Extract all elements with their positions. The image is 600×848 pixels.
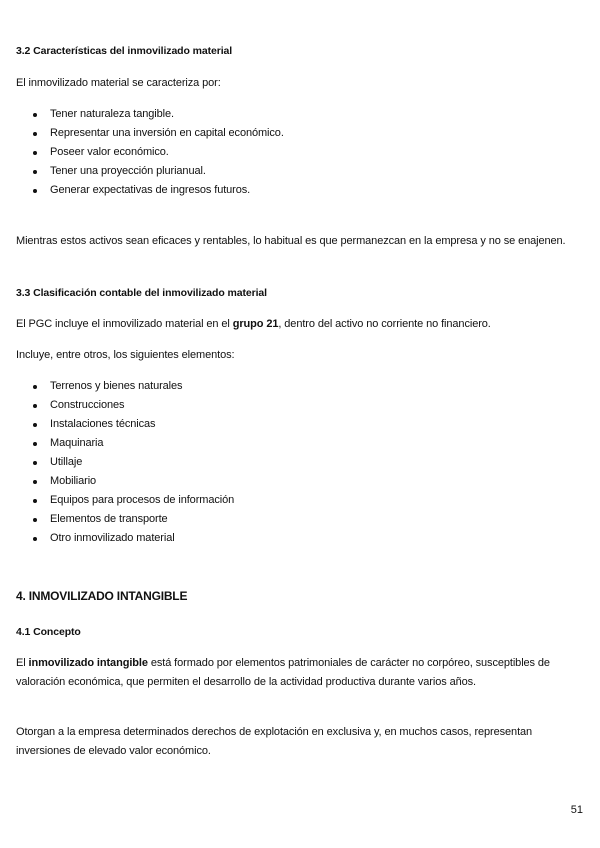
section-heading-3-3: 3.3 Clasificación contable del inmovilizado material: [16, 287, 267, 299]
list-item: Tener naturaleza tangible.: [0, 105, 284, 124]
list-item: Representar una inversión en capital económico.: [0, 124, 284, 143]
bullet-icon: [33, 518, 37, 522]
bullet-icon: [33, 170, 37, 174]
bullet-icon: [33, 404, 37, 408]
characteristics-list: [0, 105, 284, 200]
bullet-icon: [33, 537, 37, 541]
list-item: Poseer valor económico.: [0, 143, 284, 162]
list-item: Elementos de transporte: [0, 510, 234, 529]
bullet-icon: [33, 499, 37, 503]
bullet-icon: [33, 480, 37, 484]
bullet-icon: [33, 442, 37, 446]
list-item: Equipos para procesos de información: [0, 491, 234, 510]
bullet-icon: [33, 385, 37, 389]
bullet-icon: [33, 132, 37, 136]
intangible-highlight: inmovilizado intangible: [28, 657, 148, 669]
rights-paragraph: Otorgan a la empresa determinados derechos de explotación en exclusiva y, en muchos casos, representan inversiones de elevado valor económico.: [16, 726, 533, 757]
intro-paragraph-3-2: El inmovilizado material se caracteriza por:: [16, 77, 221, 89]
closing-paragraph-3-2: Mientras estos activos sean eficaces y rentables, lo habitual es que permanezcan en la empresa y no se enajenen.: [16, 235, 566, 247]
group-21-highlight: grupo 21: [232, 318, 279, 330]
list-item: Generar expectativas de ingresos futuros.: [0, 181, 284, 200]
list-item: Utillaje: [0, 453, 234, 472]
page-number: 51: [570, 804, 583, 816]
list-item: Construcciones: [0, 396, 234, 415]
section-heading-4-1: 4.1 Concepto: [16, 626, 81, 638]
pgc-paragraph: El PGC incluye el inmovilizado material en el grupo 21, dentro del activo no corriente no financiero.: [16, 318, 491, 330]
section-heading-3-2: 3.2 Características del inmovilizado material: [16, 45, 233, 57]
list-item: Mobiliario: [0, 472, 234, 491]
list-item: Maquinaria: [0, 434, 234, 453]
bullet-icon: [33, 113, 37, 117]
elements-intro-paragraph: Incluye, entre otros, los siguientes elementos:: [16, 349, 235, 361]
concept-paragraph: El inmovilizado intangible está formado por elementos patrimoniales de carácter no corpóreo, susceptibles de valoración económica, que permiten el desarrollo de la actividad productiva durante varios años.: [16, 657, 550, 688]
bullet-icon: [33, 189, 37, 193]
list-item: Terrenos y bienes naturales: [0, 377, 234, 396]
section-heading-4: 4. INMOVILIZADO INTANGIBLE: [16, 589, 188, 603]
list-item: Tener una proyección plurianual.: [0, 162, 284, 181]
bullet-icon: [33, 423, 37, 427]
bullet-icon: [33, 461, 37, 465]
elements-list: [0, 377, 234, 548]
list-item: Otro inmovilizado material: [0, 529, 234, 548]
list-item: Instalaciones técnicas: [0, 415, 234, 434]
bullet-icon: [33, 151, 37, 155]
